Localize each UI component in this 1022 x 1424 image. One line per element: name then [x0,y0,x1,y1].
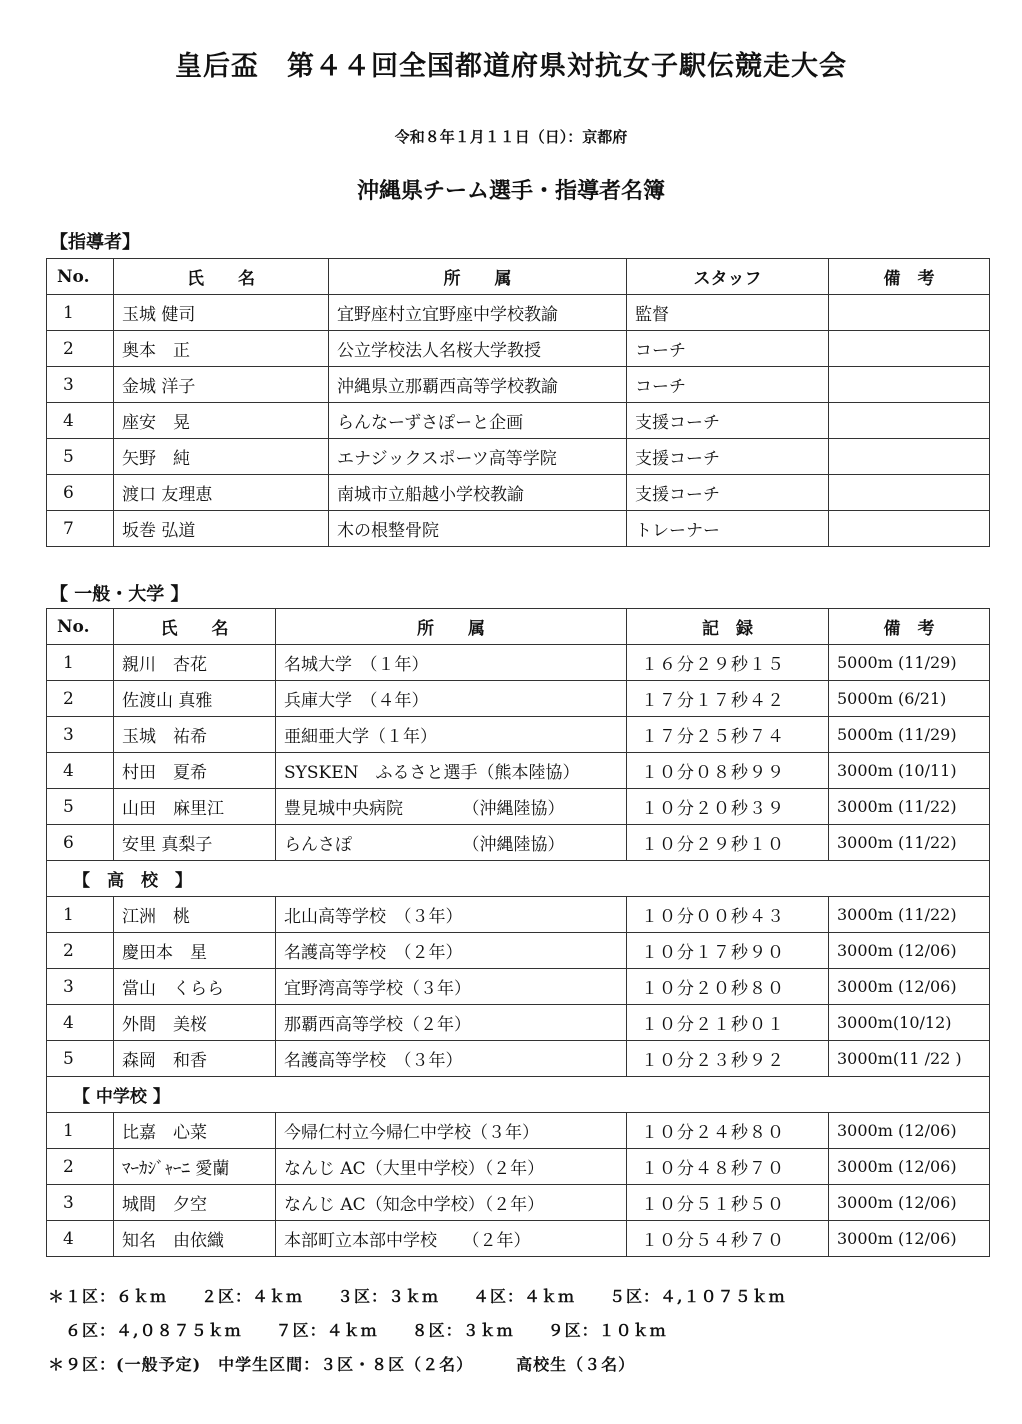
runner-record: １０分５１秒５０ [627,1185,829,1221]
staff-role: 支援コーチ [627,403,829,439]
runner-row [47,1221,990,1257]
col-name-header: 氏 名 [114,609,276,645]
col-record-header: 記 録 [627,609,829,645]
event-date: 令和８年１月１１日（日）：京都府 [394,128,628,146]
runner-name: 知名 由依織 [114,1221,276,1257]
staff-row [47,475,990,511]
runner-name: 山田 麻里江 [114,789,276,825]
runner-note: 3000m (12/06) [829,1113,990,1149]
staff-no: 3 [47,367,114,403]
runner-affiliation: 名護高等学校 （３年） [276,1041,627,1077]
runner-row [47,681,990,717]
middle-school-section-heading: 【 中学校 】 [47,1077,990,1113]
col-name-header: 氏 名 [114,259,329,295]
runner-record: １７分２５秒７４ [627,717,829,753]
runner-record: １０分４８秒７０ [627,1149,829,1185]
runner-record: １７分１７秒４２ [627,681,829,717]
runner-body [47,645,990,1257]
runner-no: 4 [47,1221,114,1257]
staff-role: 監督 [627,295,829,331]
runner-record: １０分２４秒８０ [627,1113,829,1149]
runner-record: １６分２９秒１５ [627,645,829,681]
runner-name: 城間 夕空 [114,1185,276,1221]
runner-affiliation: 今帰仁村立今帰仁中学校（３年） [276,1113,627,1149]
runner-header-row [47,609,990,645]
runner-row [47,969,990,1005]
runner-row [47,717,990,753]
runner-no: 5 [47,1041,114,1077]
staff-name: 坂巻 弘道 [114,511,329,547]
footer-line-3: ＊９区：(一般予定) 中学生区間：３区・８区（２名） 高校生（３名） [48,1355,636,1374]
staff-note [829,511,990,547]
staff-affiliation: 公立学校法人名桜大学教授 [329,331,627,367]
runner-no: 2 [47,681,114,717]
runner-note: 3000m (12/06) [829,1149,990,1185]
runner-no: 2 [47,1149,114,1185]
staff-affiliation: エナジックスポーツ高等学院 [329,439,627,475]
staff-row [47,295,990,331]
runner-no: 3 [47,1185,114,1221]
runner-note: 3000m (11/22) [829,825,990,861]
runner-name: 比嘉 心菜 [114,1113,276,1149]
runner-row [47,789,990,825]
runner-record: １０分５４秒７０ [627,1221,829,1257]
runner-note: 3000m (12/06) [829,1185,990,1221]
col-affiliation-header: 所 属 [329,259,627,295]
runner-affiliation: 豊見城中央病院 （沖縄陸協） [276,789,627,825]
staff-name: 座安 晃 [114,403,329,439]
runner-row [47,753,990,789]
staff-body [47,295,990,547]
runner-affiliation: 本部町立本部中学校 （２年） [276,1221,627,1257]
runner-affiliation: 北山高等学校 （３年） [276,897,627,933]
runner-name: 江洲 桃 [114,897,276,933]
staff-name: 渡口 友理恵 [114,475,329,511]
runner-row [47,897,990,933]
staff-note [829,475,990,511]
runner-no: 1 [47,897,114,933]
runner-record: １０分１７秒９０ [627,933,829,969]
runner-no: 1 [47,1113,114,1149]
high-school-section-heading-row [47,861,990,897]
middle-school-section-heading-row [47,1077,990,1113]
runner-affiliation: 宜野湾高等学校（３年） [276,969,627,1005]
runner-no: 3 [47,969,114,1005]
runner-affiliation: らんさぽ （沖縄陸協） [276,825,627,861]
runner-note: 3000m (12/06) [829,933,990,969]
staff-no: 7 [47,511,114,547]
runner-record: １０分２３秒９２ [627,1041,829,1077]
footer-line-2: ６区：４,０８７５ｋｍ ７区：４ｋｍ ８区：３ｋｍ ９区：１０ｋｍ [48,1321,667,1340]
staff-affiliation: 木の根整骨院 [329,511,627,547]
runner-no: 2 [47,933,114,969]
runner-row [47,1005,990,1041]
runner-note: 5000m (6/21) [829,681,990,717]
col-no-header: No. [47,609,114,645]
runner-no: 3 [47,717,114,753]
staff-header-row [47,259,990,295]
runner-record: １０分２９秒１０ [627,825,829,861]
staff-section-heading: 【指導者】 [50,232,140,253]
staff-name: 金城 洋子 [114,367,329,403]
runner-row [47,825,990,861]
runner-row [47,1041,990,1077]
staff-role: 支援コーチ [627,475,829,511]
runner-row [47,1149,990,1185]
runner-note: 3000m (12/06) [829,969,990,1005]
runner-affiliation: SYSKEN ふるさと選手（熊本陸協） [276,753,627,789]
runner-note: 3000m (11/22) [829,789,990,825]
runner-affiliation: 那覇西高等学校（２年） [276,1005,627,1041]
staff-note [829,403,990,439]
staff-note [829,331,990,367]
runner-no: 6 [47,825,114,861]
staff-table [46,258,990,547]
runner-note: 3000m (12/06) [829,1221,990,1257]
staff-name: 矢野 純 [114,439,329,475]
high-school-section-heading: 【 高 校 】 [47,861,990,897]
staff-row [47,403,990,439]
runner-note: 3000m(10/12) [829,1005,990,1041]
footer-line-1: ＊１区：６ｋｍ ２区：４ｋｍ ３区：３ｋｍ ４区：４ｋｍ ５区：４,１０７５ｋｍ [48,1287,786,1306]
col-no-header: No. [47,259,114,295]
runner-no: 5 [47,789,114,825]
staff-affiliation: らんなーずさぽーと企画 [329,403,627,439]
runner-note: 5000m (11/29) [829,717,990,753]
runner-affiliation: なんじ AC（知念中学校）（２年） [276,1185,627,1221]
runner-name: 安里 真梨子 [114,825,276,861]
staff-role: コーチ [627,367,829,403]
staff-no: 4 [47,403,114,439]
runner-note: 3000m (10/11) [829,753,990,789]
col-staff-header: スタッフ [627,259,829,295]
runner-affiliation: 亜細亜大学（１年） [276,717,627,753]
col-notes-header: 備 考 [829,259,990,295]
staff-note [829,295,990,331]
runner-note: 3000m(11 /22 ) [829,1041,990,1077]
runner-name: 慶田本 星 [114,933,276,969]
staff-no: 6 [47,475,114,511]
staff-role: トレーナー [627,511,829,547]
staff-affiliation: 沖縄県立那覇西高等学校教諭 [329,367,627,403]
staff-name: 奥本 正 [114,331,329,367]
runner-row [47,933,990,969]
page-title: 皇后盃 第４４回全国都道府県対抗女子駅伝競走大会 [175,51,847,82]
runner-no: 1 [47,645,114,681]
runner-note: 3000m (11/22) [829,897,990,933]
runner-name: 村田 夏希 [114,753,276,789]
runner-record: １０分２０秒８０ [627,969,829,1005]
staff-role: 支援コーチ [627,439,829,475]
runner-row [47,645,990,681]
runner-record: １０分２０秒３９ [627,789,829,825]
staff-note [829,367,990,403]
staff-affiliation: 南城市立船越小学校教諭 [329,475,627,511]
staff-note [829,439,990,475]
runner-affiliation: なんじ AC（大里中学校）（２年） [276,1149,627,1185]
staff-row [47,331,990,367]
runner-record: １０分００秒４３ [627,897,829,933]
runner-record: １０分２１秒０１ [627,1005,829,1041]
runner-affiliation: 名城大学 （１年） [276,645,627,681]
runner-row [47,1113,990,1149]
staff-no: 1 [47,295,114,331]
runner-table [46,608,990,1257]
staff-no: 5 [47,439,114,475]
roster-subtitle: 沖縄県チーム選手・指導者名簿 [356,178,665,204]
runner-note: 5000m (11/29) [829,645,990,681]
runner-row [47,1185,990,1221]
col-affiliation-header: 所 属 [276,609,627,645]
general-section-heading: 【 一般・大学 】 [50,584,189,605]
runner-name: 親川 杏花 [114,645,276,681]
staff-row [47,439,990,475]
col-notes-header: 備 考 [829,609,990,645]
runner-record: １０分０８秒９９ [627,753,829,789]
staff-role: コーチ [627,331,829,367]
runner-no: 4 [47,753,114,789]
staff-affiliation: 宜野座村立宜野座中学校教諭 [329,295,627,331]
runner-name: 佐渡山 真雅 [114,681,276,717]
staff-row [47,367,990,403]
runner-name: 當山 くらら [114,969,276,1005]
runner-name: 森岡 和香 [114,1041,276,1077]
runner-affiliation: 名護高等学校 （２年） [276,933,627,969]
runner-name: 外間 美桜 [114,1005,276,1041]
staff-name: 玉城 健司 [114,295,329,331]
staff-row [47,511,990,547]
runner-affiliation: 兵庫大学 （４年） [276,681,627,717]
runner-name: 玉城 祐希 [114,717,276,753]
staff-no: 2 [47,331,114,367]
runner-no: 4 [47,1005,114,1041]
runner-name: ﾏｰｶｼﾞｬｰﾆ 愛蘭 [114,1149,276,1185]
